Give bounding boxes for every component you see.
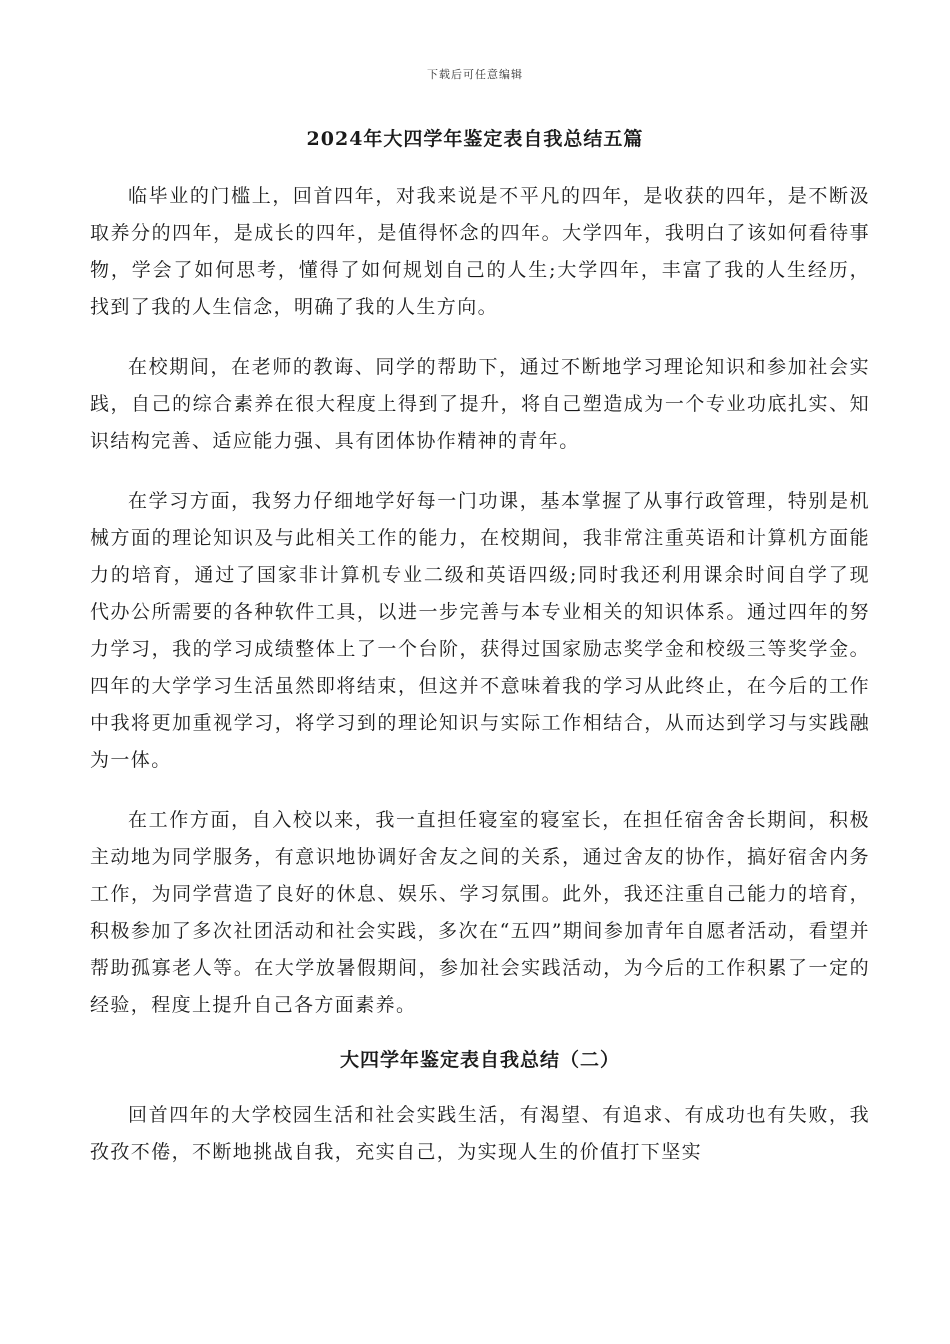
paragraph-intro: 临毕业的门槛上，回首四年，对我来说是不平凡的四年，是收获的四年，是不断汲取养分的四年，是成长的四年，是值得怀念的四年。大学四年，我明白了该如何看待事物，学会了如何思考，懂得了如何规划自己的人生;大学四年，丰富了我的人生经历，找到了我的人生信念，明确了我的人生方向。 [90, 185, 870, 318]
paragraph-study: 在学习方面，我努力仔细地学好每一门功课，基本掌握了从事行政管理，特别是机械方面的理论知识及与此相关工作的能力，在校期间，我非常注重英语和计算机方面能力的培育，通过了国家非计算机专业二级和英语四级;同时我还利用课余时间自学了现代办公所需要的各种软件工具，以进一步完善与本专业相关的知识体系。通过四年的努力学习，我的学习成绩整体上了一个台阶，获得过国家励志奖学金和校级三等奖学金。四年的大学学习生活虽然即将结束，但这并不意味着我的学习从此终止，在今后的工作中我将更加重视学习，将学习到的理论知识与实际工作相结合，从而达到学习与实践融为一体。 [90, 490, 870, 771]
document-title: 2024年大四学年鉴定表自我总结五篇 [306, 128, 644, 150]
section-2-title: 大四学年鉴定表自我总结（二） [339, 1049, 620, 1071]
document-body [90, 178, 870, 1194]
header-note: 下载后可任意编辑 [427, 68, 523, 81]
paragraph-work: 在工作方面，自入校以来，我一直担任寝室的寝室长，在担任宿舍舍长期间，积极主动地为同学服务，有意识地协调好舍友之间的关系，通过舍友的协作，搞好宿舍内务工作，为同学营造了良好的休息、娱乐、学习氛围。此外，我还注重自己能力的培育，积极参加了多次社团活动和社会实践，多次在“五四”期间参加青年自愿者活动，看望并帮助孤寡老人等。在大学放暑假期间，参加社会实践活动，为今后的工作积累了一定的经验，程度上提升自己各方面素养。 [90, 809, 870, 1016]
paragraph-section-2: 回首四年的大学校园生活和社会实践生活，有渴望、有追求、有成功也有失败，我孜孜不倦，不断地挑战自我，充实自己，为实现人生的价值打下坚实 [90, 1104, 870, 1163]
paragraph-school-period: 在校期间，在老师的教诲、同学的帮助下，通过不断地学习理论知识和参加社会实践，自己的综合素养在很大程度上得到了提升，将自己塑造成为一个专业功底扎实、知识结构完善、适应能力强、具有团体协作精神的青年。 [90, 356, 870, 452]
